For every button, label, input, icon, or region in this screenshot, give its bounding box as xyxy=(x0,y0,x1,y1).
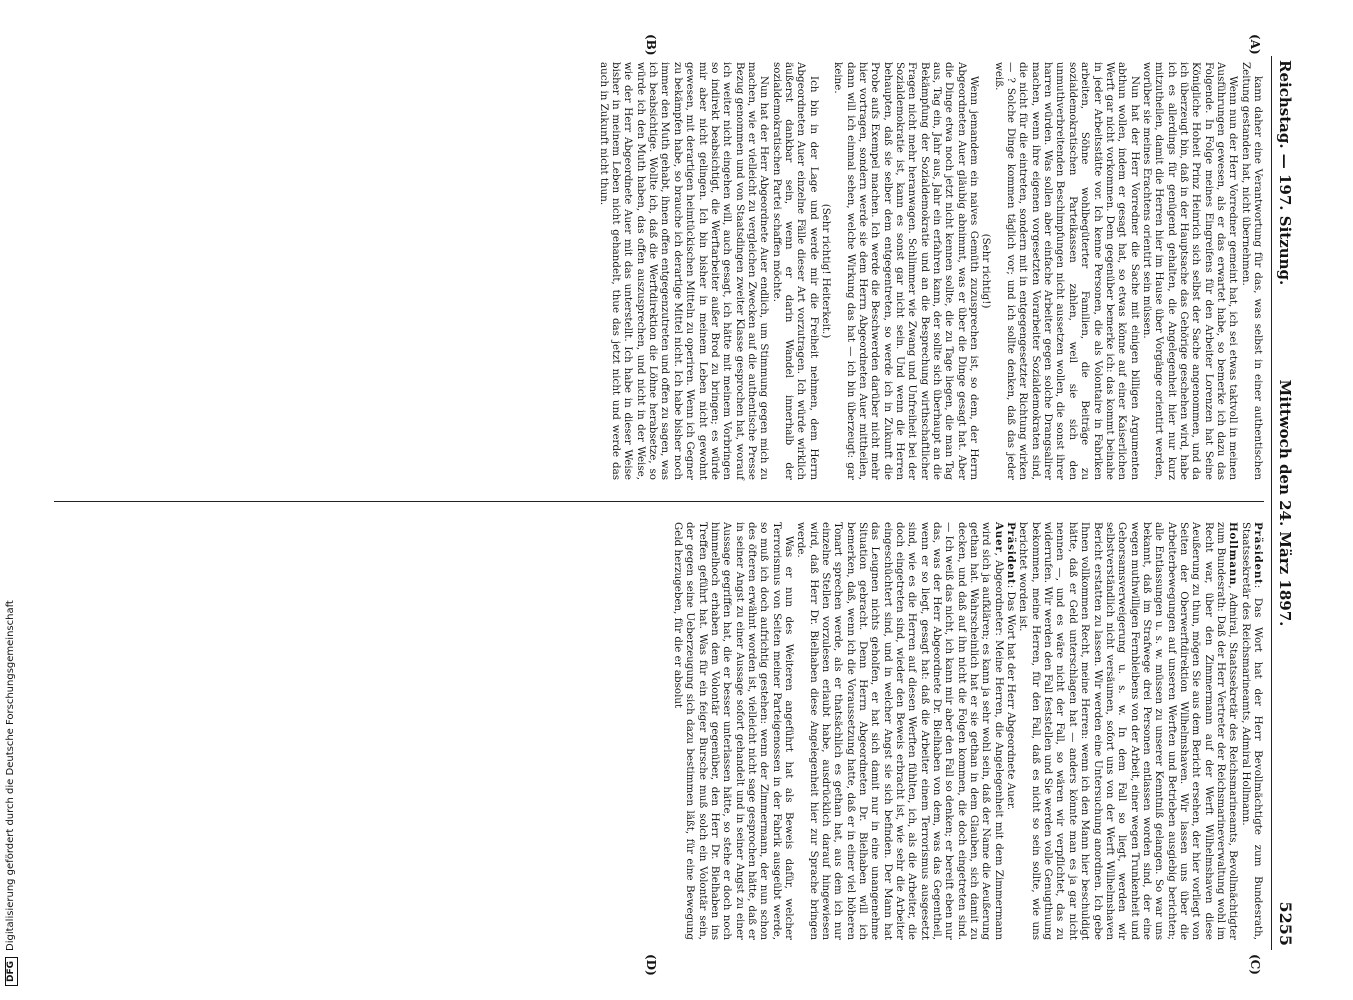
paragraph: Nun hat der Herr Vorredner die Sache mit einigen billigen Argumenten abthun wollen, indem er gesagt hat, so etwas könne auf einer Kaiserlichen Werft gar nicht vorkommen. Dem gegenüber bemerke ich: das kommt beinahe in jeder Arbeitsstätte vor. Ich kenne Personen, die als Volontaire in Fabriken arbeiten, Söhne wohlbegüterter Familien, die Beiträge zu sozialdemokratischen Parteikassen zahlen, weil sie sich den unmuthverbreitenden Beschimpfungen nicht aussetzen wollen, die sonst ihrer harren würden. Was sollen aber einfache Arbeiter gegen solche Drangsalirer machen, wenn ihre eigenen vorgesetzten Vorarbeiter Sozialdemokraten sind, die nicht für die eintreten, sondern mit in entgegengesetzter Richtung wirken — ? Solche Dinge kommen täglich vor; und ich sollte denken, daß das jeder weiß. xyxy=(992,62,1141,480)
paragraph: Was er nun des Weiteren angeführt hat als Beweis dafür, welcher Terrorismus von Seiten meiner Parteigenossen in der Fabrik ausgeübt werde, so muß ich doch aufrichtig gestehen: wenn der Zimmermann, der nun schon des öfteren erwähnt worden ist, vielleicht nicht sage gesprochen hätte, daß er in seiner Angst zu einer Aussage sofort gehandelt und in seiner Angst zu einer Aussage gegriffen hat, die er besser unterlassen hätte, so stehe er doch noch himmelhoch erhaben dem Volontär gegenüber, den Herr Dr. Bielhaben ins Treffen geführt hat. Was für ein feiger Bursche muß solch ein Volontär sein, der gegen seine Ueberzeugung sich dazu bestimmen läßt, für eine Bewegung Geld herzugeben, für die er absolut xyxy=(671,522,795,940)
scanned-page xyxy=(36,34,1298,976)
paragraph: Ich bin in der Lage und werde mir die Freiheit nehmen, dem Herrn Abgeordneten Auer einzelne Fälle dieser Art vorzutragen. Ich würde wirklich äußerst dankbar sein, wenn er darin Wandel innerhalb der sozialdemokratischen Partei schaffen möchte. xyxy=(770,62,820,480)
column-divider xyxy=(54,501,1264,502)
margin-mark-d: (D) xyxy=(644,954,658,976)
speaker-name: Präsident xyxy=(1005,522,1018,585)
speaker-name: Hollmann xyxy=(1227,522,1240,586)
paragraph: Nun hat der Herr Abgeordnete Auer endlich, um Stimmung gegen mich zu machen, wie er vielleicht zu vergleichen Zwecken auf die authentische Presse Bezug genommen und von Staatsdingen zweiter Klasse gesprochen hat, worauf ich weiter nicht eingehen will, auch gesagt, ich hätte mit meinem Vorbringen so indirekt beabsichtigt, die Werftarbeiter außer Brod zu bringen; es würde mir aber nicht gelingen. Ich bin bisher in meinem Leben nicht gewohnt gewesen, mit derartigen heimtückischen Mitteln zu operiren. Wenn ich Gegner zu bekämpfen habe, so brauche ich derartige Mittel nicht. Ich habe bisher noch immer den Muth gehabt, ihnen offen entgegenzutreten und offen zu sagen, was ich beabsichtige. Wollte ich, daß die Werftdirektion die Löhne herabsetze, so würde ich den Muth haben, das offen auszusprechen, und nicht in der Weise, wie der Herr Abgeordnete Auer mit das unterstellt. Ich habe in dieser Weise bisher in meinem Leben nicht gehandelt, thue das jetzt nicht und werde das auch in Zukunft nicht thun. xyxy=(597,62,771,480)
margin-mark-a: (A) xyxy=(1248,34,1262,55)
page-number: 5255 xyxy=(1276,901,1295,946)
paragraph: Präsident: Das Wort hat der Herr Abgeordnete Auer. xyxy=(1005,522,1018,810)
paragraph: Hollmann, Admiral, Staatssekretär des Reichsmarineamts, Bevollmächtigter zum Bundesrath: Daß der Herr Vertreter der Reichsmarineverwaltung wohl im Recht war, über den Zimmermann auf der Werft Wilhelmshaven diese Aeußerung zu thun, mögen Sie aus dem Bericht ersehen, der hier vorliegt von Seiten der Oberwerftdirektion Wilhelmshaven. Wir lassen uns über die Arbeiterbewegungen auf unseren Werften und Betrieben ausgiebig berichten; alle Entlassungen u. s. w. müssen zu unserer Kenntniß gelangen. So war uns bekannt, daß im Strafwege drei Personen entlassen worden sind, der eine wegen muthwilligen Fernbleibens von der Arbeit, einer wegen Trunkenheit und Gehorsamsverweigerung u. s. w. In dem Fall so liegt, werden wir selbstverständlich nicht versäumen, sofort uns von der Werft Wilhelmshaven Bericht erstatten zu lassen. Wir werden eine Untersuchung anordnen. Ich gebe Ihnen vollkommen Recht, meine Herren: wenn ich den Mann hier beschuldigt hätte, daß er Geld unterschlagen hat — anders könnte man es ja gar nicht nennen —, und es wäre nicht der Fall, so wären wir verpflichtet, das zu widerrufen. Wir werden den Fall feststellen und Sie werden volle Genugthuung bekommen, meine Herren, für den Fall, daß es nicht so sein sollte, wie uns berichtet worden ist. xyxy=(1017,522,1240,940)
margin-mark-c: (C) xyxy=(1248,954,1262,975)
right-text-column xyxy=(672,522,1265,940)
speaker-name: Auer xyxy=(992,522,1005,553)
rotated-page-content xyxy=(36,34,1298,976)
dfg-logo: DFG xyxy=(5,957,18,986)
margin-mark-b: (B) xyxy=(644,34,658,56)
digitization-credit xyxy=(4,0,18,986)
running-head-left: Reichstag. — 197. Sitzung. xyxy=(1276,60,1294,286)
left-text-column xyxy=(597,62,1264,480)
speaker-name: Präsident xyxy=(1252,522,1264,585)
running-head-date: Mittwoch den 24. März 1897. xyxy=(1276,379,1294,627)
paragraph: Wenn jemandem ein naives Gemüth zuzusprechen ist, so dem, der Herrn Abgeordneten Auer gläubig abnimmt, was er über die Dinge gesagt hat. Aber die Dinge etwa noch jetzt nicht kennen sollte, die zu Tage liegen, die man Tag aus, Tag ein, Jahr aus, Jahr ein erfahren kann, der sollte sich überhaupt an die Bekämpfung der Sozialdemokratie und an die Besprechung wirthschaftlicher Fragen nicht mehr heranwagen. Schlimmer wie Zwang und Unfreiheit bei der Sozialdemokratie ist, kann es sonst gar nicht sein. Und wenn die Herren behaupten, daß sie selber dem entgegentreten, so werde ich in Zukunft die Probe aufs Exempel machen. Ich werde die Beschwerden darüber nicht mehr hier vortragen, sondern werde sie dem Herrn Abgeordneten Auer mittheilen, dann will ich einmal sehen, welche Wirkung das hat — ich bin überzeugt: gar keine. xyxy=(832,62,981,480)
paragraph: (Sehr richtig!) xyxy=(980,233,993,309)
paragraph: kann daher eine Verantwortung für das, was selbst in einer authentischen Zeitung gestanden hat, nicht übernehmen. xyxy=(1239,62,1264,480)
paragraph: Auer, Abgeordneter: Meine Herren, die Angelegenheit mit dem Zimmermann wird sich ja aufklären; es kann ja sehr wohl sein, daß der Name die Aeußerung gethan hat. Wahrscheinlich hat er sie gethan in dem Glauben, sich damit zu decken, und daß auf ihn nicht die Folgen kommen, die doch eingetreten sind. — Ich weiß das nicht, ich kann mir aber den Fall so denken; er bereift eben nur das, was der Herr Abgeordnete Dr. Bielhaben von dem, was das Gegentheil, wenn er so liegt, gesagt hat: daß die Arbeiter einem Terrorismus ausgesetzt sind, wie es die Herren auf diesen Werften fühlten, ich, als die Arbeiter, die doch eingetreten sind, wieder den Beweis erbracht ist, wie sehr die Arbeiter eingeschüchtert sind, und in welcher Angst sie sich befinden. Der Mann hat das Leugnen nichts geholfen, er hat sich damit nur in eine unangenehme Situation gebracht. Denn Herrn Abgeordneten Dr. Bielhaben will ich bemerken, daß, wenn ich die Voraussetzung hatte, daß er in einer viel höheren Tonart sprechen werde, als er thatsächlich es gethan hat, aus dem ich nur einzelne Stellen vorzulesen erlaubt habe, ausdrücklich darauf hingewiesen wird, daß Herr Dr. Bielhaben diese Angelegenheit hier zur Sprache bringen werde. xyxy=(795,522,1005,940)
credit-text: Digitalisierung gefördert durch die Deutsche Forschungsgemeinschaft xyxy=(5,600,16,951)
paragraph: Wenn nun der Herr Vorredner gemeint hat, ich sei etwas taktvoll in meinen Ausführungen gewesen, als er das erwartet habe, so bemerke ich dazu das Folgende. In Folge meines Eingreifens für den Arbeiter Lorenzen hat Seine Königliche Hoheit Prinz Heinrich sich selbst der Sache angenommen, und da ich überzeugt bin, daß in der Hauptsache das Gehörige geschehen wird, habe ich es allerdings für genügend gehalten, die Angelegenheit hier nur kurz mitzutheilen, damit die Herren hier im Hause über Vorgänge orientirt werden, worüber sie meines Erachtens orientirt sein müssen. xyxy=(1140,62,1240,480)
running-head xyxy=(1271,56,1298,950)
paragraph: Präsident: Das Wort hat der Herr Bevollmächtigte zum Bundesrath, Staatssekretär des Reichsmarineamts, Admiral Hollmann. xyxy=(1239,522,1264,940)
paragraph: (Sehr richtig! Heiterkeit.) xyxy=(819,203,832,339)
